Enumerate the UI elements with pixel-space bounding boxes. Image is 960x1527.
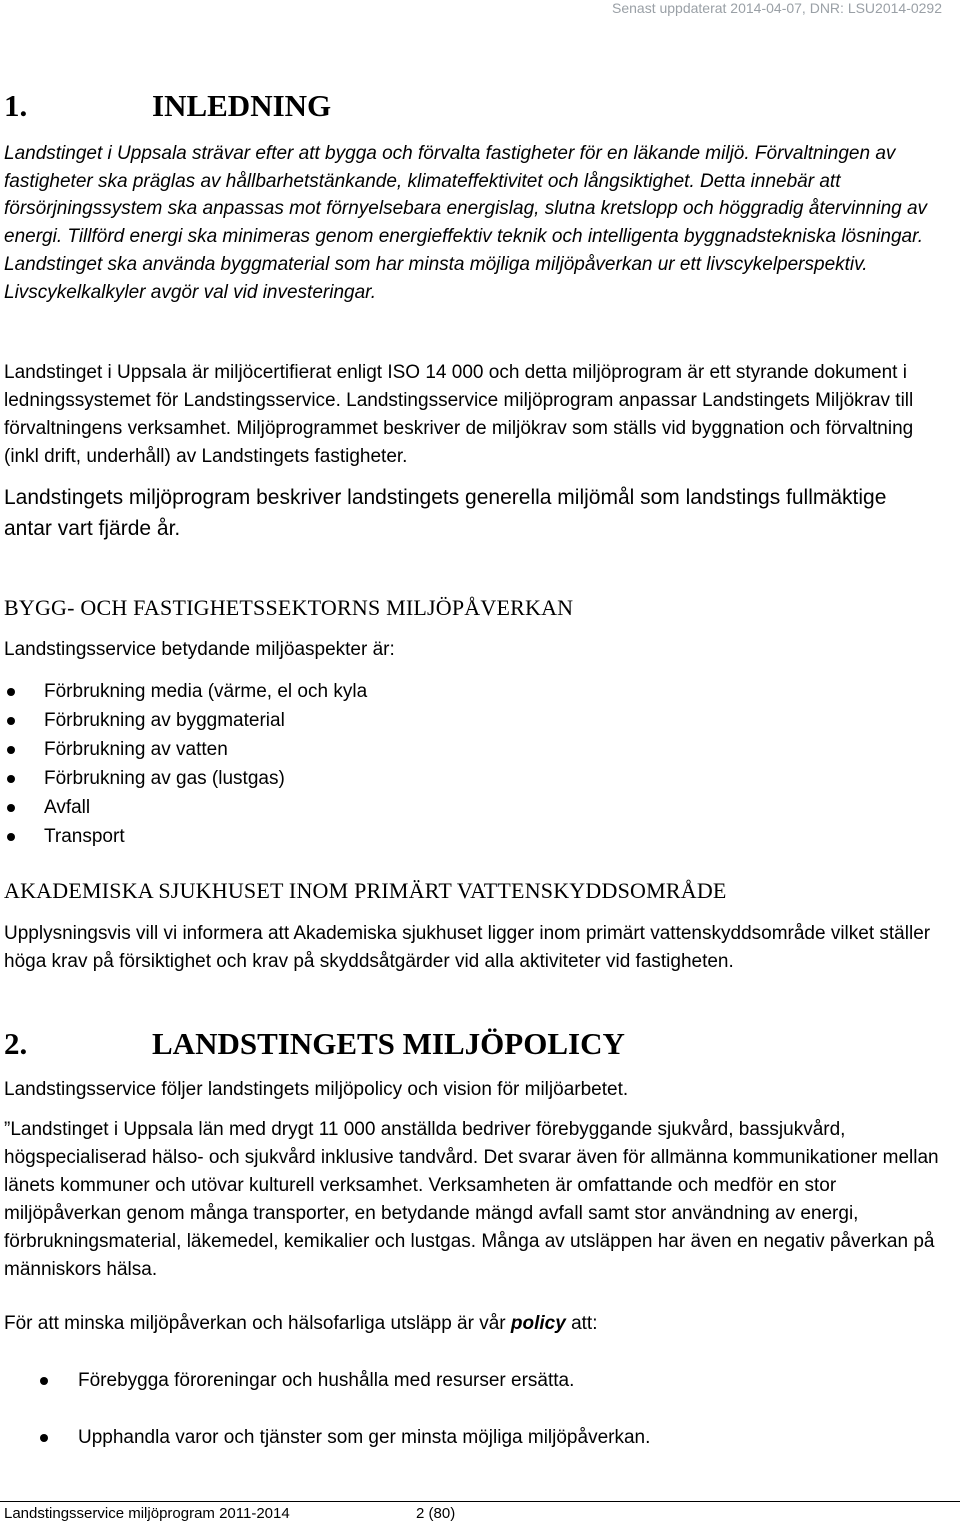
bullet-icon [7, 804, 15, 812]
section-title: INLEDNING [152, 88, 332, 123]
footer-doc-title: Landstingsservice miljöprogram 2011-2014 [4, 1505, 290, 1522]
list-item: Avfall [0, 793, 367, 822]
section-1-heading [4, 88, 904, 128]
section-title: LANDSTINGETS MILJÖPOLICY [152, 1026, 625, 1061]
policy-quote: ”Landstinget i Uppsala län med drygt 11 000 anställda bedriver förebyggande sjukvård, bassjukvård, högspecialiserad hälso- och sjukvård inklusive tandvård. Det svarar även för allmänna kommunikationer mellan länets kommuner och utövar kulturell verksamhet. Verksamheten är omfattande och medför en stor miljöpåverkan genom många transporter, en betydande mängd avfall samt stor användning av energi, förbrukningsmaterial, läkemedel, kemikalier och lustgas. Många av utsläppen har även en negativ påverkan på människors hälsa. [4, 1119, 939, 1280]
aspects-list [0, 677, 367, 851]
akademiska-heading: AKADEMISKA SJUKHUSET INOM PRIMÄRT VATTENSKYDDSOMRÅDE [4, 878, 727, 903]
bullet-icon [7, 717, 15, 725]
policy-intro: Landstingsservice följer landstingets miljöpolicy och vision för miljöarbetet. [4, 1079, 629, 1100]
intro-paragraph: Landstinget i Uppsala strävar efter att bygga och förvalta fastigheter för en läkande miljö. Förvaltningen av fastigheter ska präglas av hållbarhetstänkande, klimateffektivitet och långsiktighet. Detta innebär att försörjningssystem ska anpassas mot förnyelsebara energislag, slutna kretslopp och höggradig återvinning av energi. Tillförd energi ska minimeras genom energieffektiv teknik och intelligenta byggnadstekniska lösningar. Landstinget ska använda byggmaterial som har minsta möjliga miljöpåverkan ur ett livscykelperspektiv. Livscykelkalkyler avgör val vid investeringar. [4, 143, 928, 303]
section-number: 2. [4, 1026, 28, 1061]
bullet-icon [7, 833, 15, 841]
iso-paragraph: Landstinget i Uppsala är miljöcertifierat enligt ISO 14 000 och detta miljöprogram är ett styrande dokument i ledningssystemet för Landstingsservice. Landstingsservice miljöprogram anpassar Landstingets Miljökrav till förvaltningens verksamhet. Miljöprogrammet beskriver de miljökrav som ställs vid byggnation och förvaltning (inkl drift, underhåll) av Landstingets fastigheter. [4, 362, 914, 467]
footer-divider [0, 1501, 960, 1502]
bygg-intro: Landstingsservice betydande miljöaspekter är: [4, 639, 395, 660]
bullet-icon [40, 1377, 48, 1385]
bullet-icon [7, 688, 15, 696]
footer [4, 1505, 456, 1522]
bullet-icon [40, 1434, 48, 1442]
bygg-heading: BYGG- OCH FASTIGHETSSEKTORNS MILJÖPÅVERKAN [4, 595, 574, 620]
page-number: 2 (80) [416, 1505, 456, 1522]
list-item: Upphandla varor och tjänster som ger minsta möjliga miljöpåverkan. [0, 1409, 650, 1466]
list-item: Förbrukning av vatten [0, 735, 367, 764]
bullet-icon [7, 775, 15, 783]
list-item: Förbrukning media (värme, el och kyla [0, 677, 367, 706]
policy-statement: För att minska miljöpåverkan och hälsofarliga utsläpp är vår policy att: [4, 1313, 598, 1334]
section-number: 1. [4, 88, 28, 123]
bullet-icon [7, 746, 15, 754]
akademiska-text: Upplysningsvis vill vi informera att Akademiska sjukhuset ligger inom primärt vattenskyddsområde vilket ställer höga krav på försiktighet och krav på skyddsåtgärder vid alla aktiviteter vid fastigheten. [4, 923, 931, 972]
list-item: Förebygga föroreningar och hushålla med resurser ersätta. [0, 1352, 650, 1409]
header-meta: Senast uppdaterat 2014-04-07, DNR: LSU2014-0292 [612, 0, 942, 16]
policy-list [0, 1352, 650, 1466]
section-2-heading [4, 1026, 904, 1066]
list-item: Förbrukning av byggmaterial [0, 706, 367, 735]
program-paragraph: Landstingets miljöprogram beskriver landstingets generella miljömål som landstings fullmäktige antar vart fjärde år. [4, 486, 887, 540]
list-item: Förbrukning av gas (lustgas) [0, 764, 367, 793]
list-item: Transport [0, 822, 367, 851]
policy-word: policy [510, 1313, 566, 1334]
